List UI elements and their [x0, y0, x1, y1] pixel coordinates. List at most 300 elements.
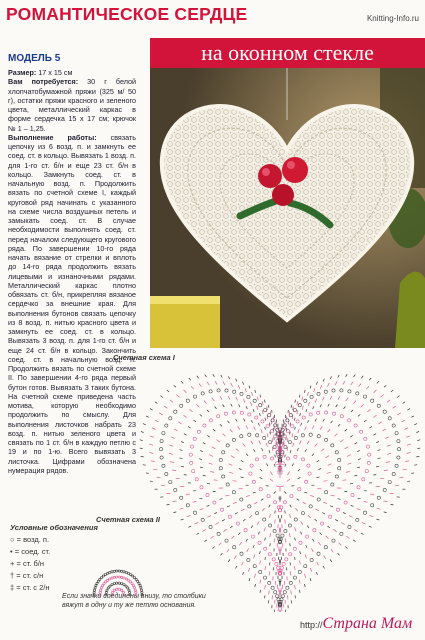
stitch-symbol — [199, 498, 202, 499]
stitch-symbol — [345, 447, 348, 449]
bud-stitch — [123, 584, 125, 586]
stitch-symbol — [323, 481, 327, 482]
chain-symbol — [276, 595, 279, 598]
stitch-symbol — [358, 459, 361, 460]
chart-symbols — [140, 374, 420, 612]
stitch-symbol — [349, 516, 353, 518]
stitch-symbol — [344, 407, 346, 409]
bud-stitch — [121, 570, 123, 572]
stitch-symbol — [260, 590, 261, 593]
stitch-symbol — [258, 532, 259, 535]
stitch-symbol — [213, 429, 215, 431]
stitch-symbol — [251, 420, 252, 423]
stitch-symbol — [246, 539, 248, 542]
stitch-symbol — [170, 400, 173, 403]
chain-symbol — [276, 534, 279, 537]
chain-symbol — [333, 412, 336, 415]
chain-symbol — [250, 464, 253, 467]
stitch-symbol — [323, 419, 325, 422]
chain-symbol — [272, 558, 275, 561]
stitch-symbol — [149, 452, 153, 453]
chain-symbol — [253, 399, 256, 402]
stitch-symbol — [221, 375, 222, 378]
stitch-symbol — [210, 472, 214, 473]
site-watermark: Knitting-Info.ru — [366, 14, 419, 23]
chain-symbol — [363, 395, 366, 398]
stitch-symbol — [345, 429, 347, 431]
chain-symbol — [269, 524, 272, 527]
stitch-symbol — [383, 429, 387, 431]
chain-symbol — [336, 508, 339, 511]
chain-symbol — [258, 541, 261, 544]
stitch-symbol — [255, 390, 256, 393]
stitch-symbol — [231, 383, 233, 387]
stitch-symbol — [246, 454, 248, 456]
stitch-symbol — [376, 519, 379, 520]
stitch-symbol — [285, 510, 286, 513]
stitch-symbol — [204, 401, 207, 404]
stitch-symbol — [197, 376, 199, 378]
stitch-symbol — [381, 395, 384, 398]
stitch-symbol — [167, 390, 169, 392]
stitch-symbol — [378, 458, 381, 459]
stitch-symbol — [294, 566, 295, 570]
chain-symbol — [368, 453, 371, 456]
stitch-symbol — [307, 525, 309, 528]
stitch-symbol — [265, 400, 266, 403]
stitch-symbol — [200, 414, 202, 416]
stitch-symbol — [232, 536, 235, 539]
chain-symbol — [356, 518, 359, 521]
chain-symbol — [233, 390, 236, 393]
stitch-symbol — [280, 486, 284, 487]
stitch-symbol — [200, 509, 204, 510]
chain-symbol — [329, 515, 332, 518]
stitch-symbol — [266, 443, 267, 447]
stitch-symbol — [270, 423, 271, 426]
stitch-symbol — [243, 382, 244, 385]
stitch-symbol — [361, 533, 364, 534]
stitch-symbol — [239, 469, 242, 470]
stitch-symbol — [181, 442, 184, 443]
stitch-symbol — [248, 568, 249, 572]
stitch-symbol — [350, 435, 352, 437]
stitch-symbol — [231, 456, 234, 458]
stitch-symbol — [305, 574, 306, 578]
stitch-symbol — [209, 463, 213, 464]
stitch-symbol — [312, 426, 314, 430]
chain-symbol — [248, 433, 251, 436]
stitch-symbol — [302, 396, 303, 400]
chain-symbol — [209, 390, 212, 393]
chain-symbol — [193, 395, 196, 398]
stitch-symbol — [297, 499, 300, 501]
stitch-symbol — [301, 532, 302, 535]
legend-text: = ст. с/н — [16, 571, 44, 580]
chain-symbol — [309, 413, 312, 416]
stitch-symbol — [254, 502, 257, 504]
stitch-symbol — [199, 459, 202, 460]
chain-symbol — [209, 419, 212, 422]
stitch-symbol — [235, 513, 238, 515]
stitch-symbol — [194, 420, 196, 422]
stitch-symbol — [305, 449, 307, 451]
stitch-symbol — [357, 509, 361, 510]
stitch-symbol — [194, 523, 198, 525]
stitch-symbol — [220, 424, 222, 426]
stitch-symbol — [169, 453, 173, 454]
page-title: РОМАНТИЧЕСКОЕ СЕРДЦЕ — [6, 4, 248, 24]
stitch-symbol — [236, 397, 238, 401]
chain-symbol — [169, 481, 172, 484]
stitch-symbol — [234, 556, 236, 559]
stitch-symbol — [407, 409, 410, 411]
chain-symbol — [248, 505, 251, 508]
stitch-symbol — [161, 396, 163, 398]
stitch-symbol — [284, 491, 286, 493]
chain-symbol — [288, 524, 291, 527]
stitch-symbol — [317, 460, 319, 462]
stitch-symbol — [223, 529, 226, 532]
stitch-symbol — [383, 501, 387, 502]
stitch-symbol — [275, 510, 276, 513]
stitch-symbol — [295, 527, 296, 531]
stitch-symbol — [270, 472, 272, 475]
chain-symbol — [365, 470, 368, 473]
chain-symbol — [259, 488, 262, 491]
stitch-symbol — [328, 464, 332, 466]
chain-symbol — [275, 562, 278, 565]
stitch-symbol — [209, 455, 213, 457]
chain-symbol — [296, 420, 299, 423]
chain-symbol — [324, 546, 327, 549]
stitch-symbol — [241, 460, 243, 462]
stitch-symbol — [257, 396, 258, 400]
stitch-symbol — [220, 499, 223, 500]
stitch-symbol — [203, 443, 206, 445]
stitch-symbol — [403, 469, 407, 470]
chain-symbol — [324, 390, 327, 393]
chain-symbol — [256, 512, 259, 515]
stitch-symbol — [181, 466, 184, 467]
stitch-symbol — [300, 551, 301, 554]
chain-symbol — [367, 461, 370, 464]
stitch-symbol — [260, 580, 261, 584]
stitch-symbol — [239, 542, 241, 545]
chain-symbol — [162, 464, 165, 467]
legend-symbol: † — [10, 571, 15, 580]
chain-symbol — [293, 576, 296, 579]
stitch-symbol — [258, 423, 259, 426]
bud-stitch — [140, 589, 142, 591]
stitch-symbol — [338, 375, 339, 378]
stitch-symbol — [377, 381, 379, 383]
stitch-symbol — [414, 465, 417, 466]
bud-stitch — [132, 585, 134, 587]
stitch-symbol — [180, 458, 183, 459]
stitch-symbol — [353, 540, 356, 542]
chain-symbol — [274, 501, 277, 504]
stitch-symbol — [384, 470, 388, 471]
stitch-symbol — [357, 450, 360, 451]
stitch-symbol — [265, 418, 266, 421]
chain-symbol — [294, 518, 297, 521]
stitch-symbol — [215, 381, 217, 384]
stitch-symbol — [213, 547, 215, 549]
chain-symbol — [340, 532, 343, 535]
stitch-symbol — [385, 437, 389, 439]
stitch-symbol — [391, 390, 393, 392]
chain-symbol — [317, 392, 320, 395]
chain-symbol — [366, 445, 369, 448]
stitch-symbol — [222, 519, 225, 521]
stitch-symbol — [300, 441, 302, 445]
stitch-symbol — [217, 440, 220, 442]
stitch-symbol — [297, 410, 298, 414]
stitch-symbol — [225, 495, 229, 496]
stitch-symbol — [249, 386, 250, 389]
stitch-symbol — [207, 410, 209, 412]
bud-stitch — [128, 589, 130, 591]
chain-symbol — [224, 412, 227, 415]
stitch-symbol — [228, 421, 230, 423]
materials-label: Вам потребуется: — [8, 77, 79, 87]
stitch-symbol — [341, 523, 345, 525]
chain-symbol — [340, 389, 343, 392]
heart-photo-art — [150, 68, 425, 348]
scheme-i-label: Счетная схема I — [113, 353, 175, 362]
stitch-symbol — [335, 382, 337, 386]
legend-row-chain — [10, 535, 120, 544]
chain-symbol — [395, 464, 398, 467]
stitch-symbol — [295, 585, 296, 589]
chain-symbol — [248, 413, 251, 416]
stitch-symbol — [328, 429, 331, 432]
chain-symbol — [344, 501, 347, 504]
bud-stitch — [134, 589, 136, 591]
stitch-symbol — [159, 413, 162, 415]
stitch-symbol — [321, 449, 324, 452]
stitch-symbol — [247, 548, 249, 552]
chain-symbol — [273, 529, 276, 532]
chain-symbol — [325, 491, 328, 494]
legend-text: = соед. ст. — [14, 547, 51, 556]
chain-symbol — [232, 411, 235, 414]
stitch-symbol — [295, 557, 296, 560]
stitch-symbol — [255, 584, 256, 587]
stitch-symbol — [320, 385, 322, 389]
stitch-symbol — [308, 515, 311, 518]
stitch-symbol — [172, 470, 176, 471]
chain-symbol — [217, 415, 220, 418]
stitch-symbol — [305, 427, 307, 431]
stitch-symbol — [230, 429, 233, 432]
stitch-symbol — [330, 560, 332, 563]
stitch-symbol — [278, 471, 279, 475]
stitch-symbol — [322, 397, 324, 401]
stitch-symbol — [228, 396, 230, 400]
stitch-symbol — [393, 406, 396, 408]
bud-stitch — [125, 578, 127, 580]
stitch-symbol — [149, 444, 153, 445]
chain-symbol — [285, 558, 288, 561]
stitch-symbol — [304, 492, 307, 493]
stitch-symbol — [299, 590, 300, 593]
chain-symbol — [304, 565, 307, 568]
stitch-symbol — [299, 560, 300, 564]
legend-row-tr — [10, 583, 120, 592]
stitch-symbol — [346, 398, 349, 401]
chain-symbol — [251, 535, 254, 538]
stitch-symbol — [236, 449, 239, 452]
stitch-symbol — [250, 402, 251, 406]
stitch-symbol — [243, 519, 245, 521]
stitch-symbol — [343, 513, 346, 514]
stitch-symbol — [313, 539, 315, 542]
stitch-symbol — [285, 520, 286, 524]
chain-symbol — [304, 399, 307, 402]
stitch-symbol — [330, 396, 332, 400]
chain-symbol — [220, 508, 223, 511]
stitch-symbol — [287, 479, 290, 482]
stitch-symbol — [414, 424, 417, 425]
chain-symbol — [284, 529, 287, 532]
stitch-symbol — [238, 426, 240, 429]
stitch-symbol — [229, 472, 233, 473]
stitch-symbol — [259, 551, 260, 554]
chain-symbol — [268, 581, 271, 584]
stitch-symbol — [300, 413, 301, 416]
stitch-symbol — [358, 414, 360, 416]
stitch-symbol — [306, 545, 307, 548]
stitch-symbol — [310, 496, 314, 497]
stitch-symbol — [339, 543, 342, 546]
bud-stitch — [140, 587, 142, 589]
chain-symbol — [281, 428, 284, 431]
chain-symbol — [331, 483, 334, 486]
stitch-symbol — [143, 424, 146, 425]
stitch-symbol — [236, 566, 237, 569]
stitch-symbol — [290, 543, 291, 546]
chain-symbol — [225, 389, 228, 392]
stitch-symbol — [416, 456, 419, 457]
chain-symbol — [298, 488, 301, 491]
stitch-symbol — [287, 438, 288, 442]
legend-text: = ст. с 2/н — [16, 583, 50, 592]
chain-symbol — [240, 498, 243, 501]
chain-symbol — [201, 518, 204, 521]
chain-symbol — [226, 483, 229, 486]
chain-symbol — [331, 444, 334, 447]
stitch-symbol — [178, 422, 181, 424]
stitch-symbol — [308, 402, 309, 406]
stitch-symbol — [316, 572, 317, 575]
legend-text: = возд. п. — [16, 535, 50, 544]
chain-symbol — [219, 467, 222, 470]
stitch-symbol — [265, 427, 266, 430]
bud-stitch — [127, 587, 129, 589]
chain-symbol — [219, 458, 222, 461]
chain-symbol — [289, 414, 292, 417]
chain-symbol — [200, 486, 203, 489]
stitch-symbol — [314, 388, 315, 392]
stitch-symbol — [335, 434, 338, 437]
stitch-symbol — [335, 519, 338, 521]
stitch-symbol — [338, 499, 341, 500]
stitch-symbol — [268, 405, 269, 408]
chain-symbol — [308, 472, 311, 475]
stitch-symbol — [254, 427, 256, 431]
stitch-symbol — [204, 540, 207, 542]
stitch-symbol — [169, 445, 173, 446]
chain-symbol — [274, 591, 277, 594]
stitch-symbol — [331, 495, 335, 496]
chain-symbol — [269, 441, 272, 444]
stitch-symbol — [141, 456, 144, 457]
stitch-symbol — [246, 496, 250, 497]
stitch-symbol — [340, 440, 343, 442]
chain-symbol — [338, 458, 341, 461]
chain-symbol — [291, 425, 294, 428]
stitch-symbol — [254, 574, 255, 578]
chain-symbol — [274, 424, 277, 427]
legend-text: = ст. б/н — [16, 559, 44, 568]
stitch-symbol — [274, 464, 275, 467]
stitch-symbol — [299, 395, 300, 398]
chain-symbol — [193, 511, 196, 514]
stitch-symbol — [292, 463, 294, 466]
stitch-symbol — [387, 453, 391, 454]
stitch-symbol — [207, 516, 211, 518]
stitch-symbol — [257, 406, 258, 410]
stitch-symbol — [173, 512, 176, 513]
stitch-symbol — [289, 411, 290, 415]
stitch-symbol — [348, 463, 352, 464]
stitch-symbol — [270, 479, 273, 482]
chain-symbol — [383, 488, 386, 491]
chain-symbol — [222, 475, 225, 478]
chain-symbol — [268, 553, 271, 556]
stitch-symbol — [301, 423, 302, 426]
stitch-symbol — [241, 509, 244, 511]
stitch-symbol — [150, 409, 153, 411]
stitch-symbol — [228, 376, 229, 379]
stitch-symbol — [231, 404, 233, 407]
chain-symbol — [392, 472, 395, 475]
chain-symbol — [377, 496, 380, 499]
chain-symbol — [263, 518, 266, 521]
chain-symbol — [281, 534, 284, 537]
chain-symbol — [286, 457, 289, 460]
stitch-symbol — [274, 491, 276, 493]
chain-symbol — [270, 430, 273, 433]
footer-brand[interactable] — [300, 615, 412, 633]
stitch-symbol — [288, 472, 290, 475]
stitch-symbol — [270, 533, 271, 537]
stitch-symbol — [295, 508, 297, 511]
stitch-symbol — [140, 440, 143, 441]
chain-symbol — [348, 525, 351, 528]
chain-symbol — [169, 417, 172, 420]
stitch-symbol — [345, 547, 347, 549]
stitch-symbol — [416, 432, 419, 433]
chain-symbol — [203, 424, 206, 427]
chain-symbol — [201, 392, 204, 395]
chain-symbol — [252, 480, 255, 483]
footer-brand-name: Страна Мам — [322, 615, 413, 632]
stitch-symbol — [265, 585, 266, 589]
stitch-symbol — [298, 469, 300, 471]
